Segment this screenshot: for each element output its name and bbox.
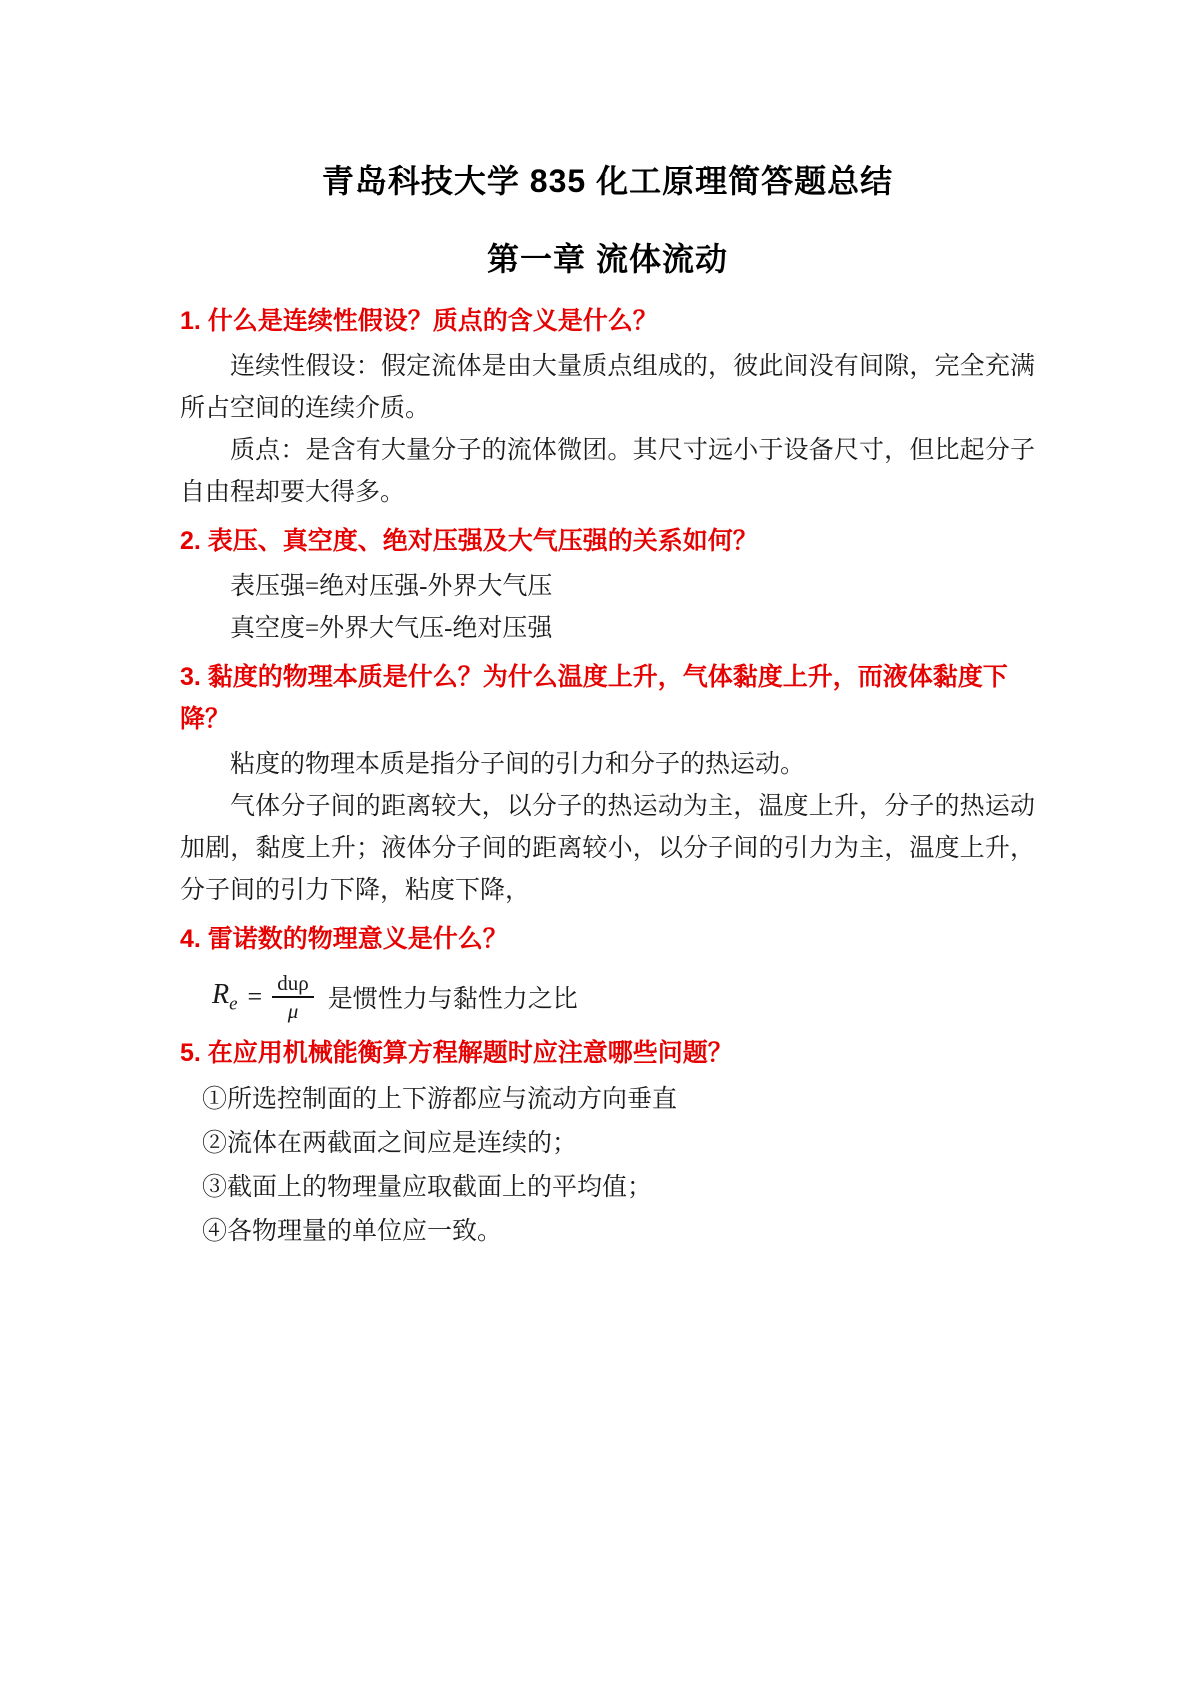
numbered-item-3: ③截面上的物理量应取截面上的平均值；: [202, 1174, 653, 1201]
formula-denominator: μ: [287, 999, 299, 1023]
qa-block-5: [180, 1032, 1035, 1254]
vacuum-degree-relation: 真空度=外界大气压-绝对压强: [230, 615, 553, 642]
qa-block-4: [180, 918, 1035, 1024]
question-3-answer-paragraph: 粘度的物理本质是指分子间的引力和分子的热运动。: [230, 751, 806, 778]
question-3-answer-paragraph: 气体分子间的距离较大，以分子的热运动为主，温度上升，分子的热运动加剧，黏度上升；液体分子间的距离较小，以分子间的引力为主，温度上升，分子间的引力下降，粘度下降，: [180, 793, 1035, 904]
question-5-label: 5. 在应用机械能衡算方程解题时应注意哪些问题？: [180, 1039, 733, 1067]
qa-block-1: [180, 300, 1035, 514]
qa-block-2: [180, 520, 1035, 650]
chapter-title: 第一章 流体流动: [487, 241, 728, 277]
formula-equals-sign: =: [247, 982, 263, 1011]
formula-symbol-re: [212, 979, 238, 1016]
question-2-label: 2. 表压、真空度、绝对压强及大气压强的关系如何？: [180, 527, 758, 555]
question-1-answer-paragraph: 连续性假设：假定流体是由大量质点组成的，彼此间没有间隙，完全充满所占空间的连续介质。: [180, 353, 1035, 422]
question-1-answer-paragraph: 质点：是含有大量分子的流体微团。其尺寸远小于设备尺寸，但比起分子自由程却要大得多。: [180, 437, 1035, 506]
formula-numerator: duρ: [272, 971, 313, 998]
qa-block-3: [180, 656, 1035, 912]
question-3-label: 3. 黏度的物理本质是什么？为什么温度上升，气体黏度上升，而液体黏度下降？: [180, 663, 1008, 733]
question-1-label: 1. 什么是连续性假设？质点的含义是什么？: [180, 307, 658, 335]
reynolds-number-formula: [212, 970, 1035, 1024]
formula-subscript-e: e: [229, 993, 238, 1015]
document-title: 青岛科技大学 835 化工原理简答题总结: [321, 163, 894, 199]
numbered-item-2: ②流体在两截面之间应是连续的；: [202, 1130, 578, 1157]
gauge-pressure-relation: 表压强=绝对压强-外界大气压: [230, 573, 553, 600]
question-4-label: 4. 雷诺数的物理意义是什么？: [180, 925, 508, 953]
formula-fraction: [272, 971, 313, 1023]
numbered-item-1: ①所选控制面的上下游都应与流动方向垂直: [202, 1086, 678, 1113]
formula-symbol-r: R: [212, 978, 230, 1010]
numbered-item-4: ④各物理量的单位应一致。: [202, 1218, 503, 1245]
formula-caption: 是惯性力与黏性力之比: [327, 986, 578, 1013]
